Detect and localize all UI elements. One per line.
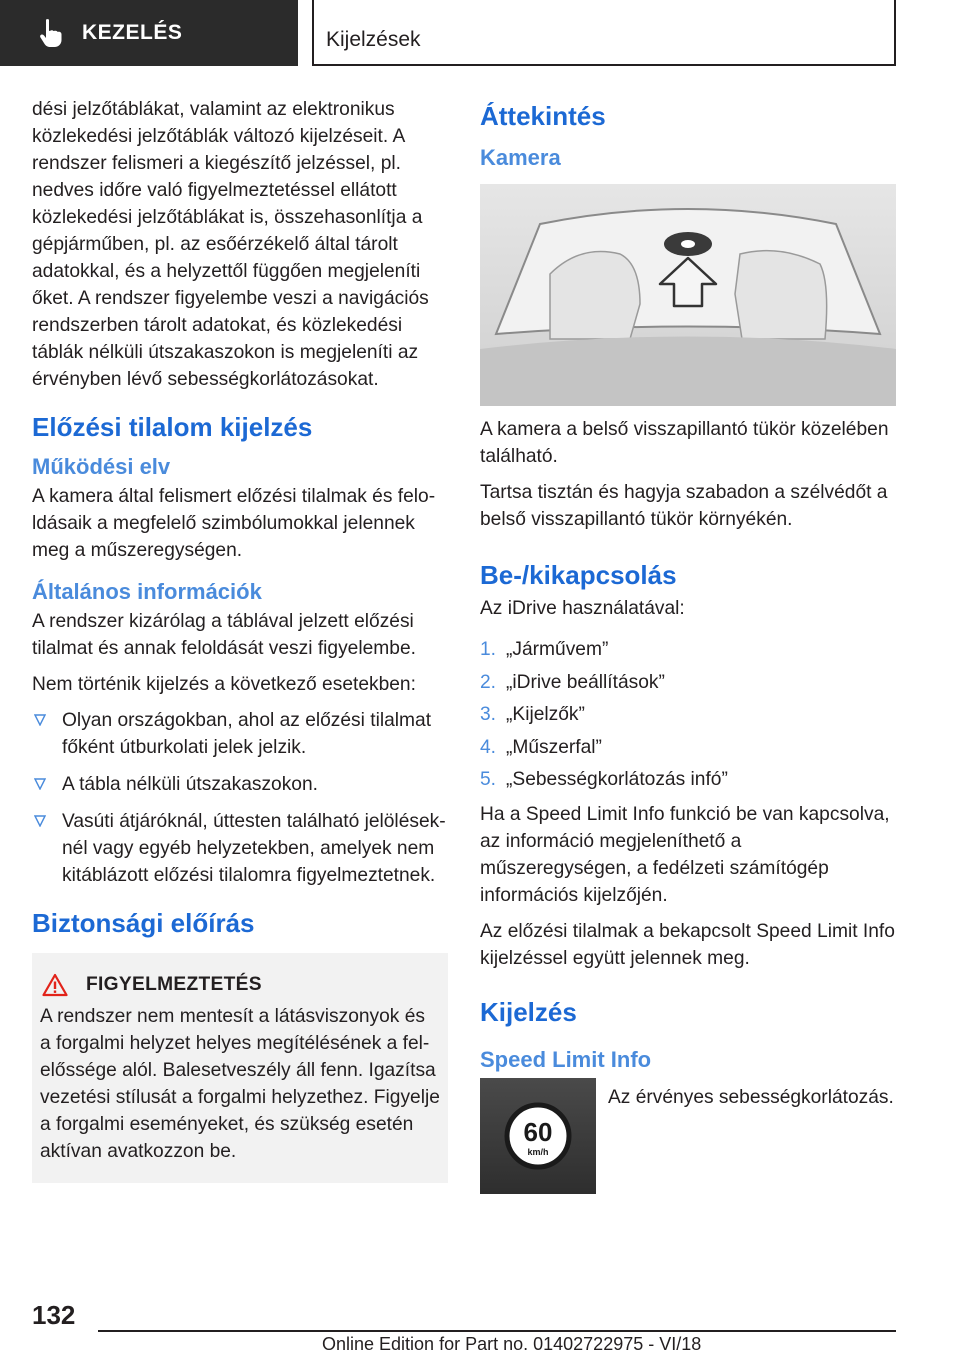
heading-safety: Biztonsági előírás: [32, 908, 255, 938]
step-item: [480, 701, 896, 728]
heading-principle: Működési elv: [32, 454, 171, 479]
heading-camera: Kamera: [480, 145, 561, 170]
hand-pointer-icon: [38, 18, 64, 48]
left-column: [32, 96, 448, 1183]
step-text: „Műszerfal”: [506, 736, 602, 758]
step-number: 1.: [480, 639, 497, 660]
list-item-text: Olyan országokban, ahol az előzési tilalmat főként útburkolati jelek jelzik.: [62, 710, 432, 758]
heading-overview: Áttekintés: [480, 101, 606, 131]
footer-divider: [98, 1330, 896, 1332]
list-item-text: Vasúti átjáróknál, úttesten található jelöléseknél vagy egyéb helyzetekben, amelyek nem kitáblázott előzési tilalomra figyelmeztetnek.: [62, 811, 446, 886]
warning-title: FIGYELMEZTETÉS: [86, 974, 262, 995]
list-item-text: A tábla nélküli útszakaszokon.: [62, 774, 318, 795]
camera-text-keep-clean: Tartsa tisztán és hagyja szabadon a szélvédőt a belső visszapillantó tükör környékén.: [480, 482, 888, 530]
page-number: 132: [32, 1300, 76, 1330]
step-number: 3.: [480, 704, 497, 726]
step-number: 2.: [480, 671, 497, 693]
right-column: [480, 96, 896, 1194]
step-text: „Sebességkorlátozás infó”: [506, 769, 728, 791]
camera-text-location: A kamera a belső visszapillantó tükör közelében található.: [480, 419, 889, 467]
heading-speed-limit-info: Speed Limit Info: [480, 1047, 652, 1073]
heading-on-off: Be-/kikapcsolás: [480, 560, 677, 590]
step-text: „iDrive beállítások”: [506, 671, 665, 693]
list-item: [32, 808, 448, 889]
triangle-bullet-icon: [34, 778, 46, 790]
exception-list: [32, 707, 448, 889]
step-item: [480, 669, 896, 696]
onoff-intro: Az iDrive használatával:: [480, 598, 685, 619]
warning-box: [32, 953, 448, 1183]
section-tab: [0, 0, 298, 66]
speed-limit-text: Az érvényes sebességkorlátozás.: [608, 1087, 894, 1109]
sign-speed-unit: km/h: [527, 1147, 549, 1158]
triangle-bullet-icon: [34, 714, 46, 726]
chapter-header: [312, 0, 896, 66]
heading-display: Kijelzés: [480, 997, 577, 1028]
heading-overtaking-display: Előzési tilalom kijelzés: [32, 412, 313, 442]
list-item: [32, 771, 448, 798]
onoff-text-overtaking: Az előzési tilalmak a bekapcsolt Speed Limit Info kijelzéssel együtt jelennek meg.: [480, 921, 895, 970]
step-number: 5.: [480, 769, 497, 791]
step-text: „Járművem”: [506, 639, 609, 660]
warning-header: [40, 973, 440, 997]
sign-speed-value: 60: [523, 1117, 553, 1148]
section-label: KEZELÉS: [82, 21, 183, 44]
warning-triangle-icon: [42, 973, 68, 997]
step-text: „Kijelzők”: [506, 704, 585, 726]
heading-general-info: Általános információk: [32, 579, 262, 604]
step-item: [480, 636, 896, 663]
chapter-title: Kijelzések: [326, 28, 421, 51]
step-item: [480, 766, 896, 793]
idrive-steps: [480, 636, 896, 793]
camera-location-illustration: [480, 184, 896, 406]
step-number: 4.: [480, 736, 497, 758]
list-item: [32, 707, 448, 761]
warning-text: A rendszer nem mentesít a látásviszonyok és a forgalmi helyzet helyes megítélésének a felelőssége alól. Balesetveszély áll fenn. Igazítsa vezetési stílusát a forgalmi helyzethez. Figyelje a forgalmi eseményeket, és szükség esetén aktívan avatkozzon be.: [40, 1006, 440, 1162]
triangle-bullet-icon: [34, 815, 46, 827]
speed-limit-row: [480, 1078, 896, 1194]
intro-paragraph: dési jelzőtáblákat, valamint az elektronikus közlekedési jelzőtáblák változó kijelzéseit. A rendszer felismeri a kiegészítő jelzéssel, pl. nedves időre való figyelmeztetéssel ellátott közlekedési jelzőtáblákat is, összehasonlítja a gépjárműben, pl. az esőérzékelő által tárolt adatokkal, és a helyzettől függően megjeleníti őket. A rendszer figyelembe veszi a navigációs rendszerben tárolt adatokat, és közlekedési táblák nélküli útszakaszokon is megjeleníti az érvényben lévő sebességkorlátozásokat.: [32, 99, 429, 390]
general-text: A rendszer kizárólag a táblával jelzett előzési tilalmat és annak feloldását veszi figyelembe.: [32, 611, 416, 659]
no-display-intro: Nem történik kijelzés a következő esetekben:: [32, 674, 416, 695]
principle-text: A kamera által felismert előzési tilalmak és feloldásaik a megfelelő szimbólumokkal jelennek meg a műszeregységen.: [32, 486, 436, 561]
edition-info: Online Edition for Part no. 01402722975 - VI/18: [322, 1334, 702, 1354]
step-item: [480, 734, 896, 761]
onoff-text-info: Ha a Speed Limit Info funkció be van kapcsolva, az információ megjeleníthető a műszeregységen, a fedélzeti számítógép információs kijelzőjén.: [480, 804, 890, 907]
speed-limit-sign-icon: [480, 1078, 596, 1194]
